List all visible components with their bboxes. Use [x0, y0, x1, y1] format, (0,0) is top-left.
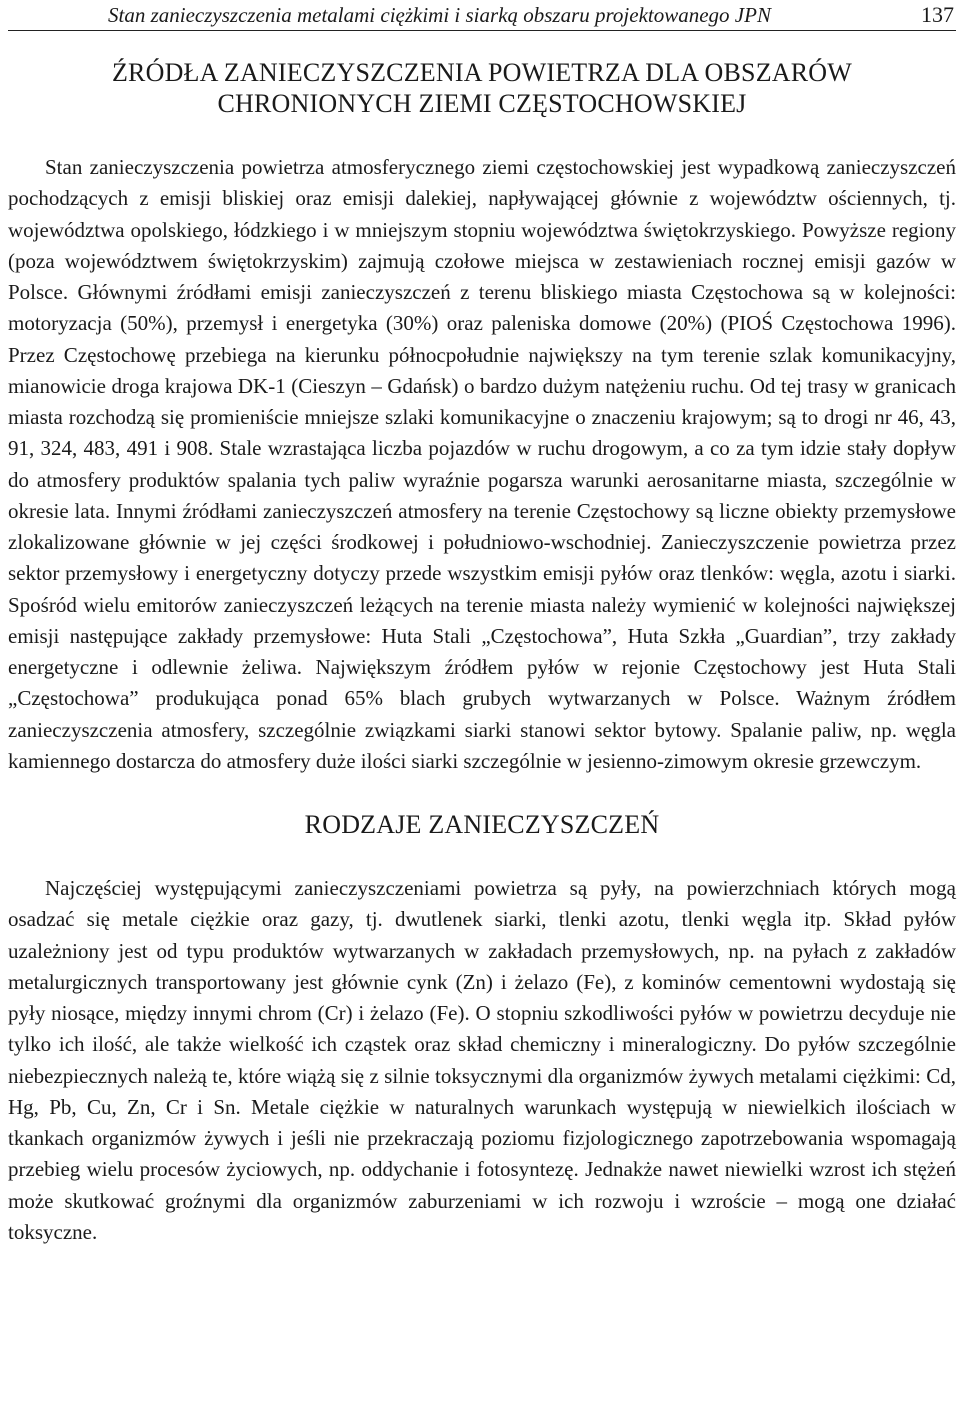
section-heading-line-2: CHRONIONYCH ZIEMI CZĘSTOCHOWSKIEJ	[217, 89, 747, 118]
document-page	[8, 0, 956, 1248]
section-heading-line-1: ŹRÓDŁA ZANIECZYSZCZENIA POWIETRZA DLA OBSZARÓW	[111, 58, 853, 87]
running-title: Stan zanieczyszczenia metalami ciężkimi i siarką obszaru projektowanego JPN	[108, 3, 771, 27]
body-paragraph-sources: Stan zanieczyszczenia powietrza atmosferycznego ziemi częstochowskiej jest wypadkową zanieczyszczeń pochodzących z emisji bliskiej oraz emisji dalekiej, napływającej głównie z województw ościennych, tj. województwa opolskiego, łódzkiego i w mniejszym stopniu województwa świętokrzyskiego. Powyższe regiony (poza województwem świętokrzyskim) zajmują czołowe miejsca w zestawieniach rocznej emisji gazów w Polsce. Głównymi źródłami emisji zanieczyszczeń z terenu bliskiego miasta Częstochowa są w kolejności: motoryzacja (50%), przemysł i energetyka (30%) oraz paleniska domowe (20%) (PIOŚ Częstochowa 1996). Przez Częstochowę przebiega na kierunku północpołudnie największy na tym terenie szlak komunikacyjny, mianowicie droga krajowa DK-1 (Cieszyn – Gdańsk) o bardzo dużym natężeniu ruchu. Od tej trasy w granicach miasta rozchodzą się promieniście mniejsze szlaki komunikacyjne o znaczeniu krajowym; są to drogi nr 46, 43, 91, 324, 483, 491 i 908. Stale wzrastająca liczba pojazdów w ruchu drogowym, a co za tym idzie stały dopływ do atmosfery produktów spalania tych paliw wyraźnie pogarsza warunki aerosanitarne miasta, szczególnie w okresie lata. Innymi źródłami zanieczyszczeń atmosfery na terenie Częstochowy są liczne obiekty przemysłowe zlokalizowane głównie w jej części środkowej i południowo-wschodniej. Zanieczyszczenie powietrza przez sektor przemysłowy i energetyczny dotyczy przede wszystkim emisji pyłów oraz tlenków: węgla, azotu i siarki. Spośród wielu emitorów zanieczyszczeń leżących na terenie miasta należy wymienić w kolejności największej emisji następujące zakłady przemysłowe: Huta Stali „Częstochowa”, Huta Szkła „Guardian”, trzy zakłady energetyczne i odlewnie żeliwa. Największym źródłem pyłów w rejonie Częstochowy jest Huta Stali „Częstochowa” produkująca ponad 65% blach grubych wytwarzanych w Polsce. Ważnym źródłem zanieczyszczenia atmosfery, szczególnie związkami siarki stanowi sektor bytowy. Spalanie paliw, np. węgla kamiennego dostarcza do atmosfery duże ilości siarki szczególnie w jesienno-zimowym okresie grzewczym.	[8, 155, 956, 773]
section-heading-sources	[8, 57, 956, 119]
running-header	[8, 0, 956, 31]
page-number: 137	[921, 2, 954, 27]
section-heading-types: RODZAJE ZANIECZYSZCZEŃ	[304, 810, 660, 839]
body-paragraph-types: Najczęściej występującymi zanieczyszczeniami powietrza są pyły, na powierzchniach których mogą osadzać się metale ciężkie oraz gazy, tj. dwutlenek siarki, tlenki azotu, tlenki węgla itp. Skład pyłów uzależniony jest od typu produktów wytwarzanych w zakładach przemysłowych, np. na pyłach z zakładów metalurgicznych transportowany jest głównie cynk (Zn) i żelazo (Fe), z kominów cementowni wydostają się pyły niosące, między innymi chrom (Cr) i żelazo (Fe). O stopniu szkodliwości pyłów w powietrzu decyduje nie tylko ich ilość, ale także wielkość ich cząstek oraz skład chemiczny i mineralogiczny. Do pyłów szczególnie niebezpiecznych należą te, które wiążą się z silnie toksycznymi dla organizmów żywych metalami ciężkimi: Cd, Hg, Pb, Cu, Zn, Cr i Sn. Metale ciężkie w naturalnych warunkach występują w niewielkich ilościach w tkankach organizmów żywych i jeśli nie przekraczają poziomu fizjologicznego zapotrzebowania wspomagają przebieg wielu procesów życiowych, np. oddychanie i fotosyntezę. Jednakże nawet niewielki wzrost ich stężeń może skutkować groźnymi dla organizmów zaburzeniami w ich rozwoju i wzroście – mogą one działać toksyczne.	[8, 876, 956, 1244]
